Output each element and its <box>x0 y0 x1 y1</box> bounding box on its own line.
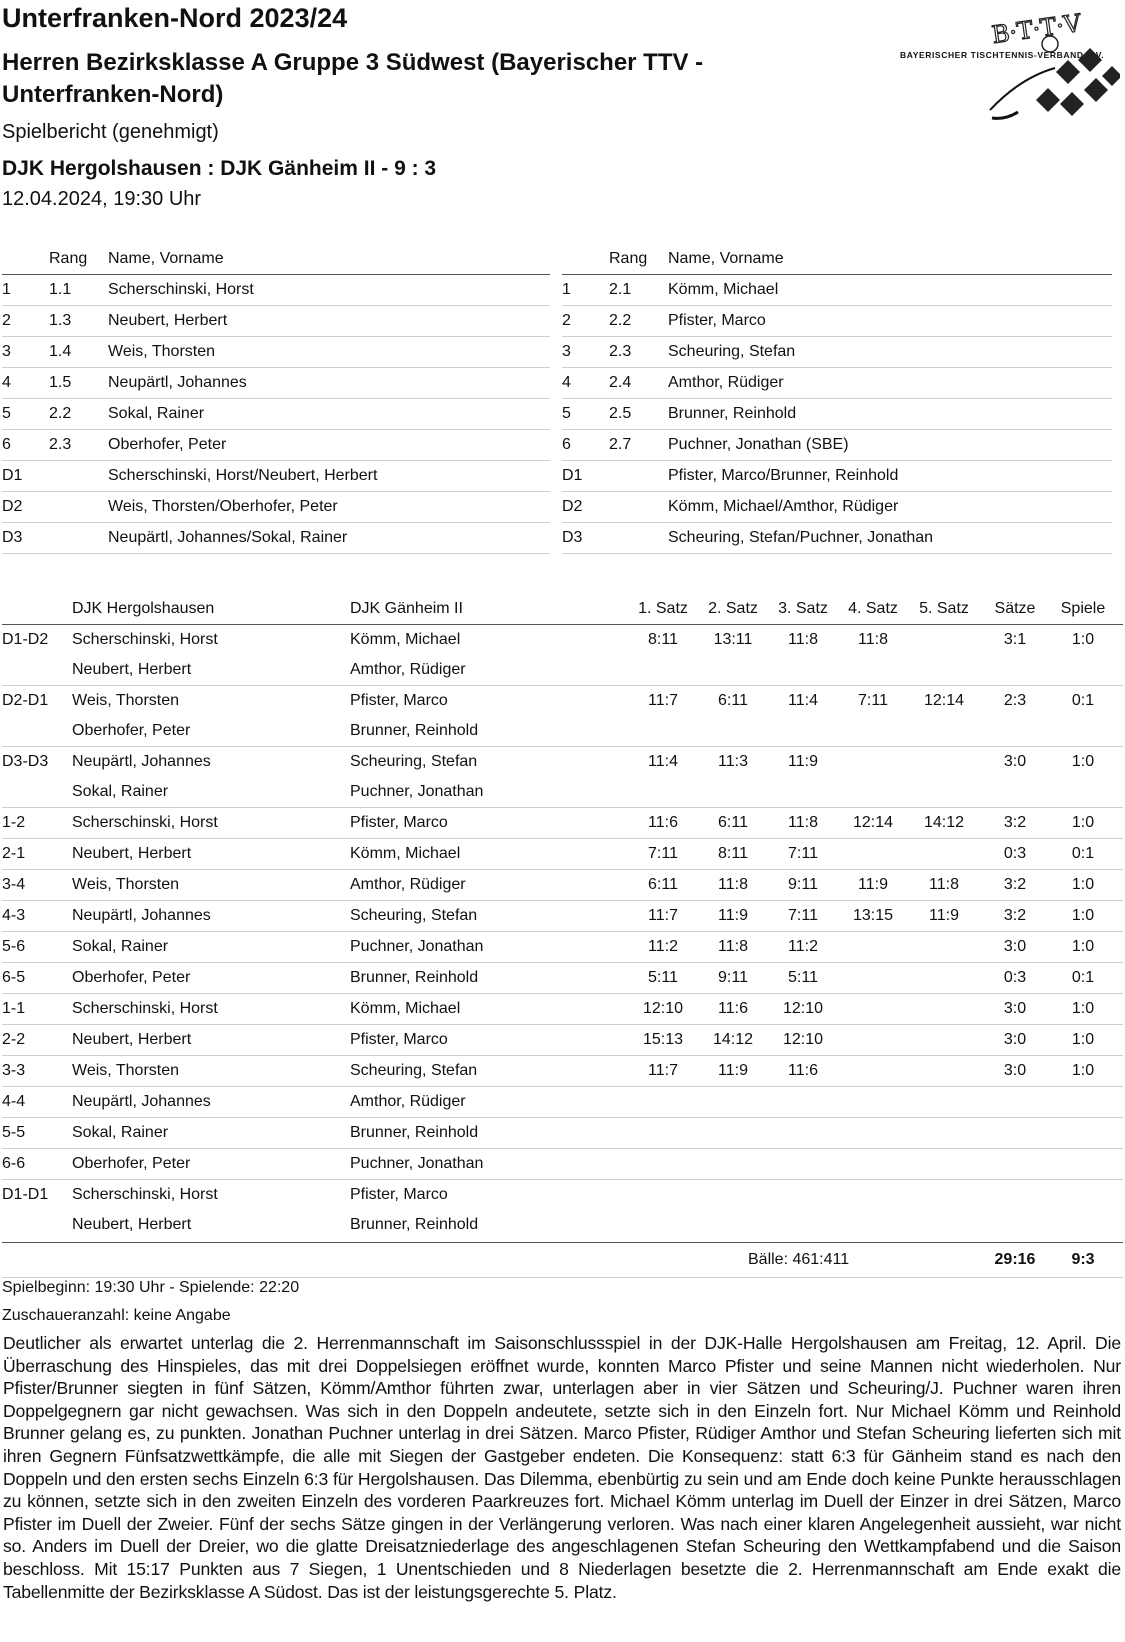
logo-letters: B·T·T·V <box>990 8 1083 50</box>
results-header-row <box>2 594 1123 625</box>
set-score-1: 11:7 <box>648 907 678 924</box>
lineup-player-name: Pfister, Marco <box>668 312 766 329</box>
lineup-row <box>562 275 1112 306</box>
spiele-score: 0:1 <box>1071 692 1095 709</box>
away-lineup-table <box>562 244 1112 554</box>
result-row <box>2 900 1123 931</box>
saetze-score: 3:0 <box>1003 753 1027 770</box>
set-score-2: 11:8 <box>718 876 748 893</box>
set-score-3: 7:11 <box>788 845 818 862</box>
lineup-player-name: Pfister, Marco/Brunner, Reinhold <box>668 467 899 484</box>
away-player: Kömm, Michael <box>350 845 461 862</box>
spiele-score: 1:0 <box>1071 938 1095 955</box>
home-partner: Neubert, Herbert <box>72 661 192 678</box>
set-score-3: 11:6 <box>788 1062 818 1079</box>
lineup-row <box>562 399 1112 430</box>
home-lineup-table <box>2 244 550 554</box>
lineup-rang: 2.3 <box>609 343 632 360</box>
total-saetze: 29:16 <box>994 1251 1036 1268</box>
match-code: 3-4 <box>2 876 26 893</box>
home-player: Weis, Thorsten <box>72 1062 180 1079</box>
match-code: 2-2 <box>2 1031 26 1048</box>
away-player: Pfister, Marco <box>350 1031 448 1048</box>
lineup-row <box>562 306 1112 337</box>
header-set-5: 5. Satz <box>919 600 969 617</box>
spectator-count: Zuschaueranzahl: keine Angabe <box>2 1307 231 1324</box>
match-result: DJK Hergolshausen : DJK Gänheim II - 9 : 3 <box>2 157 437 180</box>
lineup-position: 5 <box>562 405 571 422</box>
set-score-3: 11:2 <box>788 938 818 955</box>
lineup-rang: 1.1 <box>49 281 72 298</box>
set-score-1: 5:11 <box>648 969 678 986</box>
saetze-score: 3:0 <box>1003 938 1027 955</box>
lineup-row <box>2 461 550 492</box>
header-home-team: DJK Hergolshausen <box>72 600 215 617</box>
home-partner: Sokal, Rainer <box>72 783 169 800</box>
set-score-5: 14:12 <box>923 814 965 831</box>
lineup-position: 3 <box>562 343 571 360</box>
header-set-3: 3. Satz <box>778 600 828 617</box>
header-set-2: 2. Satz <box>708 600 758 617</box>
home-player: Neubert, Herbert <box>72 845 192 862</box>
saetze-score: 2:3 <box>1003 692 1027 709</box>
set-score-3: 7:11 <box>788 907 818 924</box>
away-player: Scheuring, Stefan <box>350 1062 478 1079</box>
lineup-player-name: Neupärtl, Johannes/Sokal, Rainer <box>108 529 348 546</box>
away-player: Pfister, Marco <box>350 692 448 709</box>
lineup-header-row <box>562 244 1112 275</box>
lineup-row <box>2 306 550 337</box>
lineup-player-name: Amthor, Rüdiger <box>668 374 784 391</box>
match-code: 1-2 <box>2 814 26 831</box>
set-score-2: 11:6 <box>718 1000 748 1017</box>
lineup-header-row <box>2 244 550 275</box>
total-spiele: 9:3 <box>1071 1251 1095 1268</box>
lineup-rang: 1.4 <box>49 343 72 360</box>
lineup-rang: 2.3 <box>49 436 72 453</box>
lineup-row <box>562 337 1112 368</box>
lineup-position: 4 <box>2 374 11 391</box>
lineup-position: 1 <box>562 281 571 298</box>
match-code: 5-6 <box>2 938 26 955</box>
result-row-partner <box>2 777 1123 807</box>
set-score-1: 7:11 <box>648 845 678 862</box>
set-score-3: 12:10 <box>782 1031 824 1048</box>
spiele-score: 1:0 <box>1071 631 1095 648</box>
home-player: Weis, Thorsten <box>72 692 180 709</box>
report-status: Spielbericht (genehmigt) <box>2 121 219 143</box>
home-partner: Neubert, Herbert <box>72 1216 192 1233</box>
home-player: Neupärtl, Johannes <box>72 907 211 924</box>
lineup-rang: 2.4 <box>609 374 632 391</box>
lineup-rang: 1.3 <box>49 312 72 329</box>
home-player: Neupärtl, Johannes <box>72 1093 211 1110</box>
result-row-partner <box>2 1210 1123 1240</box>
set-score-2: 9:11 <box>718 969 748 986</box>
set-score-4: 12:14 <box>852 814 894 831</box>
saetze-score: 3:0 <box>1003 1000 1027 1017</box>
match-code: 3-3 <box>2 1062 26 1079</box>
saetze-score: 0:3 <box>1003 845 1027 862</box>
home-partner: Oberhofer, Peter <box>72 722 191 739</box>
home-player: Scherschinski, Horst <box>72 814 218 831</box>
page-title: Unterfranken-Nord 2023/24 <box>2 3 348 33</box>
lineup-row <box>2 523 550 554</box>
saetze-score: 3:0 <box>1003 1031 1027 1048</box>
result-row <box>2 838 1123 869</box>
header-name: Name, Vorname <box>108 250 224 267</box>
set-score-5: 12:14 <box>923 692 965 709</box>
lineup-position: D3 <box>562 529 583 546</box>
lineup-player-name: Kömm, Michael <box>668 281 779 298</box>
result-row <box>2 1117 1123 1148</box>
match-code: 6-5 <box>2 969 26 986</box>
set-score-1: 8:11 <box>648 631 678 648</box>
set-score-3: 5:11 <box>788 969 818 986</box>
match-code: 1-1 <box>2 1000 26 1017</box>
set-score-1: 11:7 <box>648 1062 678 1079</box>
match-code: 5-5 <box>2 1124 26 1141</box>
set-score-3: 9:11 <box>788 876 818 893</box>
result-row <box>2 993 1123 1024</box>
lineup-player-name: Oberhofer, Peter <box>108 436 227 453</box>
away-partner: Brunner, Reinhold <box>350 1216 479 1233</box>
away-player: Puchner, Jonathan <box>350 938 484 955</box>
header-rang: Rang <box>609 250 648 267</box>
lineup-player-name: Scherschinski, Horst <box>108 281 254 298</box>
total-baelle: Bälle: 461:411 <box>748 1251 850 1268</box>
match-date: 12.04.2024, 19:30 Uhr <box>2 188 202 210</box>
lineup-row <box>2 492 550 523</box>
away-player: Amthor, Rüdiger <box>350 876 466 893</box>
totals-row <box>2 1242 1123 1278</box>
home-player: Oberhofer, Peter <box>72 1155 191 1172</box>
set-score-2: 11:9 <box>718 907 748 924</box>
match-code: D3-D3 <box>2 753 49 770</box>
away-player: Puchner, Jonathan <box>350 1155 484 1172</box>
saetze-score: 3:2 <box>1003 876 1027 893</box>
lineup-position: 2 <box>562 312 571 329</box>
bttv-emblem-icon <box>900 8 1120 128</box>
lineup-position: 6 <box>562 436 571 453</box>
lineup-rang: 2.2 <box>49 405 72 422</box>
spiele-score: 1:0 <box>1071 753 1095 770</box>
lineup-player-name: Weis, Thorsten <box>108 343 216 360</box>
lineup-row <box>562 523 1112 554</box>
spiele-score: 1:0 <box>1071 1000 1095 1017</box>
result-row <box>2 869 1123 900</box>
set-score-1: 12:10 <box>642 1000 684 1017</box>
lineup-position: D3 <box>2 529 23 546</box>
set-score-1: 6:11 <box>648 876 678 893</box>
bttv-logo <box>900 8 1120 128</box>
set-score-1: 11:4 <box>648 753 678 770</box>
match-code: D2-D1 <box>2 692 49 709</box>
spiele-score: 0:1 <box>1071 969 1095 986</box>
result-row <box>2 1179 1123 1210</box>
set-score-2: 14:12 <box>712 1031 754 1048</box>
lineup-row <box>562 492 1112 523</box>
lineup-position: D1 <box>562 467 583 484</box>
set-score-3: 12:10 <box>782 1000 824 1017</box>
result-row <box>2 1024 1123 1055</box>
set-score-2: 11:3 <box>718 753 748 770</box>
result-row-partner <box>2 655 1123 685</box>
lineup-player-name: Neupärtl, Johannes <box>108 374 247 391</box>
set-score-1: 11:7 <box>648 692 678 709</box>
away-player: Scheuring, Stefan <box>350 907 478 924</box>
saetze-score: 0:3 <box>1003 969 1027 986</box>
match-times: Spielbeginn: 19:30 Uhr - Spielende: 22:20 <box>2 1279 300 1296</box>
lineup-row <box>562 430 1112 461</box>
away-player: Pfister, Marco <box>350 814 448 831</box>
away-player: Scheuring, Stefan <box>350 753 478 770</box>
result-row <box>2 962 1123 993</box>
away-player: Amthor, Rüdiger <box>350 1093 466 1110</box>
match-code: 4-4 <box>2 1093 26 1110</box>
lineup-player-name: Brunner, Reinhold <box>668 405 797 422</box>
home-player: Weis, Thorsten <box>72 876 180 893</box>
home-player: Scherschinski, Horst <box>72 1000 218 1017</box>
spiele-score: 1:0 <box>1071 1062 1095 1079</box>
away-player: Brunner, Reinhold <box>350 1124 479 1141</box>
set-score-4: 11:9 <box>858 876 888 893</box>
lineup-rang: 2.5 <box>609 405 632 422</box>
saetze-score: 3:2 <box>1003 814 1027 831</box>
match-code: D1-D2 <box>2 631 49 648</box>
result-row <box>2 931 1123 962</box>
home-player: Sokal, Rainer <box>72 938 169 955</box>
set-score-3: 11:8 <box>788 814 818 831</box>
lineup-position: 3 <box>2 343 11 360</box>
set-score-2: 6:11 <box>718 692 748 709</box>
set-score-1: 11:6 <box>648 814 678 831</box>
home-player: Neubert, Herbert <box>72 1031 192 1048</box>
result-row-partner <box>2 716 1123 746</box>
lineup-row <box>562 368 1112 399</box>
results-table <box>2 594 1123 1278</box>
result-row <box>2 1055 1123 1086</box>
set-score-4: 13:15 <box>852 907 894 924</box>
lineup-row <box>562 461 1112 492</box>
away-player: Kömm, Michael <box>350 631 461 648</box>
spiele-score: 1:0 <box>1071 814 1095 831</box>
away-partner: Amthor, Rüdiger <box>350 661 466 678</box>
lineup-player-name: Scheuring, Stefan/Puchner, Jonathan <box>668 529 934 546</box>
header-away-team: DJK Gänheim II <box>350 600 463 617</box>
header-saetze: Sätze <box>994 600 1036 617</box>
result-row <box>2 685 1123 716</box>
lineup-row <box>2 337 550 368</box>
match-code: 4-3 <box>2 907 26 924</box>
set-score-4: 11:8 <box>858 631 888 648</box>
lineup-rang: 1.5 <box>49 374 72 391</box>
saetze-score: 3:0 <box>1003 1062 1027 1079</box>
spiele-score: 1:0 <box>1071 876 1095 893</box>
lineup-player-name: Kömm, Michael/Amthor, Rüdiger <box>668 498 899 515</box>
lineup-position: D2 <box>2 498 23 515</box>
lineup-player-name: Scheuring, Stefan <box>668 343 796 360</box>
spiele-score: 1:0 <box>1071 907 1095 924</box>
lineup-player-name: Neubert, Herbert <box>108 312 228 329</box>
lineup-position: 4 <box>562 374 571 391</box>
lineup-player-name: Scherschinski, Horst/Neubert, Herbert <box>108 467 378 484</box>
lineup-player-name: Sokal, Rainer <box>108 405 205 422</box>
set-score-2: 13:11 <box>713 631 753 648</box>
spiele-score: 0:1 <box>1071 845 1095 862</box>
set-score-2: 6:11 <box>718 814 748 831</box>
lineup-position: 1 <box>2 281 11 298</box>
match-report: Deutlicher als erwartet unterlag die 2. Herrenmannschaft im Saisonschlussspiel in der DJK-Halle Hergolshausen am Freitag, 12. April. Die Überraschung des Hinspieles, das mit drei Doppelsiegen eröffnet wurde, konnten Marco Pfister und seine Mannen nicht wiederholen. Nur Pfister/Brunner siegten in fünf Sätzen, Kömm/Amthor führten zwar, unterlagen aber in vier Sätzen und Scheuring/J. Puchner waren ihren Doppelgegnern gar nicht gewachsen. Was sich in den Doppeln andeutete, setzte sich in den Einzeln fort. Nur Michael Kömm und Reinhold Brunner gelang es, zu punkten. Jonathan Puchner unterlag in drei Sätzen. Marco Pfister, Rüdiger Amthor und Stefan Scheuring lieferten sich mit ihren Gegnern Fünfsatzwettkämpfe, die alle mit Siegen der Gastgeber endeten. Die Konsequenz: statt 6:3 für Gänheim stand es nach den Doppeln und den ersten sechs Einzeln 6:3 für Hergolshausen. Das Dilemma, ebenbürtig zu sein und am Ende doch keine Punkte herausschlagen zu können, setzte sich in den zweiten Einzeln des vorderen Paarkreuzes fort. Michael Kömm unterlag im Duell der Einzer in drei Sätzen, Marco Pfister im Duell der Zweier. Fünf der sechs Sätze gingen in der Verlängerung verloren. Was nach einer klaren Angelegenheit aussieht, war nicht so. Anders im Duell der Dreier, wo die glatte Dreisatzniederlage des angeschlagenen Stefan Scheuring den Wettkampfabend und die Saison beschloss. Mit 15:17 Punkten aus 7 Siegen, 1 Unentschieden und 8 Niederlagen besetzte die 2. Herrenmannschaft am Ende exakt die Tabellenmitte der Bezirksklasse A Südost. Das ist der leistungsgerechte 5. Platz. <box>3 1333 1121 1602</box>
logo-text: BAYERISCHER TISCHTENNIS-VERBAND E.V. <box>900 50 1105 60</box>
lineup-position: 5 <box>2 405 11 422</box>
saetze-score: 3:1 <box>1003 631 1027 648</box>
result-row <box>2 807 1123 838</box>
result-row <box>2 1148 1123 1179</box>
away-partner: Brunner, Reinhold <box>350 722 479 739</box>
set-score-2: 11:8 <box>718 938 748 955</box>
result-rows <box>2 625 1123 1240</box>
away-player: Kömm, Michael <box>350 1000 461 1017</box>
match-code: D1-D1 <box>2 1186 49 1203</box>
lineup-row <box>2 368 550 399</box>
lineup-position: D2 <box>562 498 583 515</box>
home-player: Sokal, Rainer <box>72 1124 169 1141</box>
league-title: Herren Bezirksklasse A Gruppe 3 Südwest (Bayerischer TTV - Unterfranken-Nord) <box>2 49 704 108</box>
lineup-position: 2 <box>2 312 11 329</box>
set-score-5: 11:8 <box>929 876 959 893</box>
header-set-1: 1. Satz <box>638 600 688 617</box>
lineup-position: 6 <box>2 436 11 453</box>
lineup-player-name: Weis, Thorsten/Oberhofer, Peter <box>108 498 338 515</box>
set-score-3: 11:8 <box>788 631 818 648</box>
header-set-4: 4. Satz <box>848 600 898 617</box>
home-player: Neupärtl, Johannes <box>72 753 211 770</box>
lineup-player-name: Puchner, Jonathan (SBE) <box>668 436 849 453</box>
match-code: 2-1 <box>2 845 26 862</box>
header-spiele: Spiele <box>1060 600 1106 617</box>
set-score-2: 8:11 <box>718 845 748 862</box>
set-score-5: 11:9 <box>929 907 959 924</box>
away-partner: Puchner, Jonathan <box>350 783 484 800</box>
header-name: Name, Vorname <box>668 250 784 267</box>
away-player: Pfister, Marco <box>350 1186 448 1203</box>
set-score-3: 11:4 <box>788 692 818 709</box>
saetze-score: 3:2 <box>1003 907 1027 924</box>
result-row <box>2 1086 1123 1117</box>
home-player: Oberhofer, Peter <box>72 969 191 986</box>
set-score-2: 11:9 <box>718 1062 748 1079</box>
set-score-1: 15:13 <box>642 1031 684 1048</box>
match-code: 6-6 <box>2 1155 26 1172</box>
set-score-3: 11:9 <box>788 753 818 770</box>
result-row <box>2 625 1123 655</box>
set-score-4: 7:11 <box>858 692 888 709</box>
home-player: Scherschinski, Horst <box>72 1186 218 1203</box>
away-player: Brunner, Reinhold <box>350 969 479 986</box>
result-row <box>2 746 1123 777</box>
lineup-row <box>2 430 550 461</box>
lineup-row <box>2 399 550 430</box>
lineup-row <box>2 275 550 306</box>
lineup-rang: 2.7 <box>609 436 632 453</box>
header-rang: Rang <box>49 250 88 267</box>
lineup-position: D1 <box>2 467 23 484</box>
spiele-score: 1:0 <box>1071 1031 1095 1048</box>
lineup-rang: 2.2 <box>609 312 632 329</box>
home-player: Scherschinski, Horst <box>72 631 218 648</box>
lineup-rang: 2.1 <box>609 281 632 298</box>
set-score-1: 11:2 <box>648 938 678 955</box>
